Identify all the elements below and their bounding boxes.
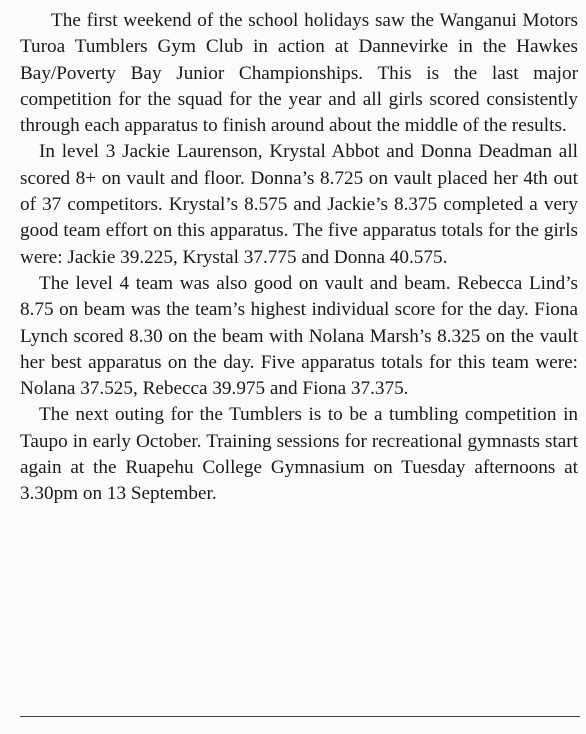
- paragraph-level-4-results: The level 4 team was also good on vault and beam. Rebecca Lind’s 8.75 on beam was the team’s highest individual score for the day. Fiona Lynch scored 8.30 on the beam with Nolana Marsh’s 8.325 on the vault her best apparatus on the day. Five apparatus totals for this team were: Nolana 37.525, Rebecca 39.975 and Fiona 37.375.: [20, 272, 578, 400]
- article-body: [20, 8, 578, 508]
- bottom-divider: [20, 716, 580, 717]
- paragraph-weekend-championships: The first weekend of the school holidays saw the Wanganui Motors Turoa Tumblers Gym Club in action at Dannevirke in the Hawkes Bay/Poverty Bay Junior Championships. This is the last major competition for the squad for the year and all girls scored consistently through each apparatus to finish around about the middle of the results.: [20, 10, 578, 137]
- paragraph-next-outing: The next outing for the Tumblers is to be a tumbling competition in Taupo in early October. Training sessions for recreational gymnasts start again at the Ruapehu College Gymnasium on Tuesday afternoons at 3.30pm on 13 September.: [20, 404, 578, 505]
- paragraph-level-3-results: In level 3 Jackie Laurenson, Krystal Abbot and Donna Deadman all scored 8+ on vault and floor. Donna’s 8.725 on vault placed her 4th out of 37 competitors. Krystal’s 8.575 and Jackie’s 8.375 completed a very good team effort on this apparatus. The five apparatus totals for the girls were: Jackie 39.225, Krystal 37.775 and Donna 40.575.: [20, 141, 578, 268]
